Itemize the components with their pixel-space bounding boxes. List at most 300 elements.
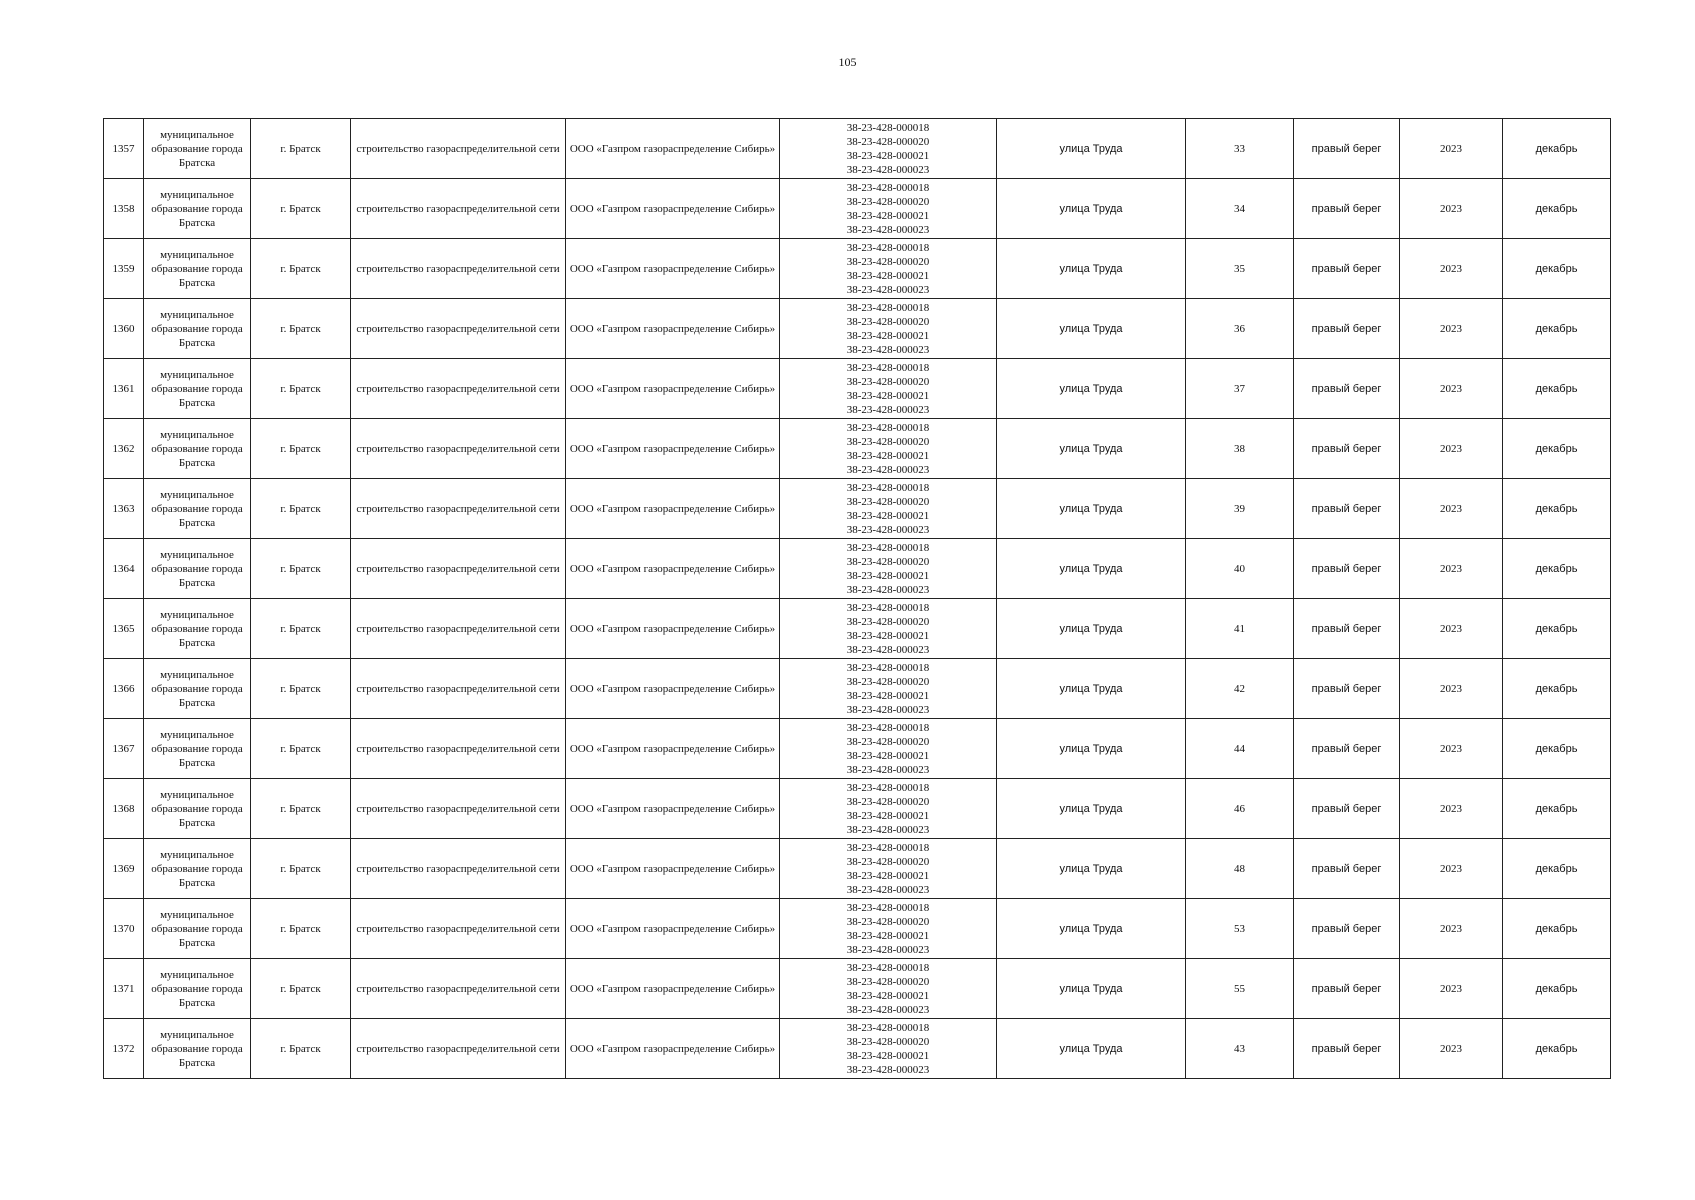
table-row — [104, 239, 1611, 299]
organization-cell: ООО «Газпром газораспределение Сибирь» — [566, 179, 780, 239]
cadastral-numbers-cell — [780, 479, 997, 539]
row-number-cell: 1361 — [104, 359, 144, 419]
municipality-line: образование города — [151, 682, 243, 695]
cadastral-number: 38-23-428-000023 — [846, 943, 930, 956]
registry-body — [104, 119, 1611, 1079]
work-type-cell: строительство газораспределительной сети — [351, 479, 566, 539]
year-cell: 2023 — [1400, 539, 1503, 599]
cadastral-number: 38-23-428-000021 — [846, 809, 930, 822]
work-type-cell: строительство газораспределительной сети — [351, 179, 566, 239]
municipality-line: муниципальное — [160, 608, 234, 621]
table-row — [104, 359, 1611, 419]
house-number-cell: 40 — [1186, 539, 1294, 599]
cadastral-number: 38-23-428-000018 — [846, 241, 930, 254]
municipality-line: муниципальное — [160, 488, 234, 501]
cadastral-number: 38-23-428-000021 — [846, 389, 930, 402]
street-cell: улица Труда — [997, 299, 1186, 359]
organization-cell: ООО «Газпром газораспределение Сибирь» — [566, 119, 780, 179]
cadastral-number: 38-23-428-000020 — [846, 495, 930, 508]
cadastral-number: 38-23-428-000020 — [846, 915, 930, 928]
cadastral-numbers-cell — [780, 719, 997, 779]
street-cell: улица Труда — [997, 959, 1186, 1019]
month-cell: декабрь — [1503, 599, 1611, 659]
street-cell: улица Труда — [997, 419, 1186, 479]
cadastral-number: 38-23-428-000018 — [846, 601, 930, 614]
organization-cell: ООО «Газпром газораспределение Сибирь» — [566, 899, 780, 959]
month-cell: декабрь — [1503, 479, 1611, 539]
month-cell: декабрь — [1503, 959, 1611, 1019]
city-cell: г. Братск — [251, 299, 351, 359]
municipality-cell — [144, 119, 251, 179]
street-cell: улица Труда — [997, 779, 1186, 839]
municipality-cell — [144, 1019, 251, 1079]
cadastral-number: 38-23-428-000021 — [846, 209, 930, 222]
municipality-cell — [144, 719, 251, 779]
cadastral-number: 38-23-428-000021 — [846, 689, 930, 702]
cadastral-number: 38-23-428-000018 — [846, 841, 930, 854]
work-type-cell: строительство газораспределительной сети — [351, 839, 566, 899]
municipality-line: образование города — [151, 502, 243, 515]
month-cell: декабрь — [1503, 1019, 1611, 1079]
municipality-line: муниципальное — [160, 728, 234, 741]
municipality-line: Братска — [178, 276, 216, 289]
municipality-cell — [144, 239, 251, 299]
year-cell: 2023 — [1400, 839, 1503, 899]
cadastral-number: 38-23-428-000020 — [846, 375, 930, 388]
row-number-cell: 1368 — [104, 779, 144, 839]
month-cell: декабрь — [1503, 359, 1611, 419]
municipality-cell — [144, 179, 251, 239]
row-number-cell: 1370 — [104, 899, 144, 959]
cadastral-number: 38-23-428-000020 — [846, 255, 930, 268]
cadastral-number: 38-23-428-000018 — [846, 481, 930, 494]
month-cell: декабрь — [1503, 899, 1611, 959]
cadastral-number: 38-23-428-000020 — [846, 315, 930, 328]
table-row — [104, 299, 1611, 359]
municipality-cell — [144, 959, 251, 1019]
cadastral-number: 38-23-428-000021 — [846, 869, 930, 882]
year-cell: 2023 — [1400, 179, 1503, 239]
row-number-cell: 1362 — [104, 419, 144, 479]
organization-cell: ООО «Газпром газораспределение Сибирь» — [566, 779, 780, 839]
city-cell: г. Братск — [251, 1019, 351, 1079]
cadastral-number: 38-23-428-000023 — [846, 883, 930, 896]
river-bank-cell: правый берег — [1294, 839, 1400, 899]
municipality-cell — [144, 839, 251, 899]
work-type-cell: строительство газораспределительной сети — [351, 599, 566, 659]
street-cell: улица Труда — [997, 239, 1186, 299]
cadastral-number: 38-23-428-000023 — [846, 1063, 930, 1076]
municipality-cell — [144, 299, 251, 359]
municipality-line: образование города — [151, 202, 243, 215]
cadastral-number: 38-23-428-000020 — [846, 1035, 930, 1048]
house-number-cell: 48 — [1186, 839, 1294, 899]
municipality-line: Братска — [178, 456, 216, 469]
organization-cell: ООО «Газпром газораспределение Сибирь» — [566, 839, 780, 899]
work-type-cell: строительство газораспределительной сети — [351, 779, 566, 839]
house-number-cell: 43 — [1186, 1019, 1294, 1079]
municipality-cell — [144, 899, 251, 959]
municipality-line: Братска — [178, 156, 216, 169]
work-type-cell: строительство газораспределительной сети — [351, 959, 566, 1019]
river-bank-cell: правый берег — [1294, 239, 1400, 299]
year-cell: 2023 — [1400, 1019, 1503, 1079]
row-number-cell: 1366 — [104, 659, 144, 719]
organization-cell: ООО «Газпром газораспределение Сибирь» — [566, 359, 780, 419]
organization-cell: ООО «Газпром газораспределение Сибирь» — [566, 479, 780, 539]
house-number-cell: 46 — [1186, 779, 1294, 839]
city-cell: г. Братск — [251, 779, 351, 839]
year-cell: 2023 — [1400, 899, 1503, 959]
house-number-cell: 35 — [1186, 239, 1294, 299]
month-cell: декабрь — [1503, 659, 1611, 719]
municipality-line: образование города — [151, 742, 243, 755]
cadastral-number: 38-23-428-000018 — [846, 301, 930, 314]
cadastral-number: 38-23-428-000018 — [846, 541, 930, 554]
cadastral-numbers-cell — [780, 659, 997, 719]
cadastral-number: 38-23-428-000023 — [846, 223, 930, 236]
municipality-cell — [144, 419, 251, 479]
organization-cell: ООО «Газпром газораспределение Сибирь» — [566, 1019, 780, 1079]
year-cell: 2023 — [1400, 599, 1503, 659]
street-cell: улица Труда — [997, 359, 1186, 419]
cadastral-number: 38-23-428-000021 — [846, 509, 930, 522]
cadastral-number: 38-23-428-000018 — [846, 961, 930, 974]
cadastral-number: 38-23-428-000023 — [846, 1003, 930, 1016]
cadastral-number: 38-23-428-000021 — [846, 149, 930, 162]
month-cell: декабрь — [1503, 119, 1611, 179]
row-number-cell: 1365 — [104, 599, 144, 659]
city-cell: г. Братск — [251, 839, 351, 899]
municipality-line: образование города — [151, 382, 243, 395]
cadastral-number: 38-23-428-000018 — [846, 721, 930, 734]
cadastral-numbers-cell — [780, 179, 997, 239]
municipality-line: образование города — [151, 622, 243, 635]
cadastral-numbers-cell — [780, 539, 997, 599]
municipality-line: Братска — [178, 876, 216, 889]
municipality-line: Братска — [178, 516, 216, 529]
row-number-cell: 1372 — [104, 1019, 144, 1079]
year-cell: 2023 — [1400, 479, 1503, 539]
year-cell: 2023 — [1400, 959, 1503, 1019]
work-type-cell: строительство газораспределительной сети — [351, 1019, 566, 1079]
municipality-line: образование города — [151, 862, 243, 875]
work-type-cell: строительство газораспределительной сети — [351, 299, 566, 359]
work-type-cell: строительство газораспределительной сети — [351, 419, 566, 479]
cadastral-number: 38-23-428-000018 — [846, 121, 930, 134]
table-row — [104, 539, 1611, 599]
municipality-line: Братска — [178, 576, 216, 589]
cadastral-number: 38-23-428-000018 — [846, 901, 930, 914]
cadastral-number: 38-23-428-000021 — [846, 989, 930, 1002]
street-cell: улица Труда — [997, 1019, 1186, 1079]
city-cell: г. Братск — [251, 239, 351, 299]
house-number-cell: 42 — [1186, 659, 1294, 719]
city-cell: г. Братск — [251, 419, 351, 479]
cadastral-number: 38-23-428-000020 — [846, 855, 930, 868]
year-cell: 2023 — [1400, 239, 1503, 299]
cadastral-number: 38-23-428-000020 — [846, 555, 930, 568]
row-number-cell: 1367 — [104, 719, 144, 779]
river-bank-cell: правый берег — [1294, 419, 1400, 479]
house-number-cell: 44 — [1186, 719, 1294, 779]
cadastral-number: 38-23-428-000020 — [846, 195, 930, 208]
page-number: 105 — [838, 55, 857, 69]
year-cell: 2023 — [1400, 119, 1503, 179]
table-row — [104, 179, 1611, 239]
city-cell: г. Братск — [251, 719, 351, 779]
cadastral-numbers-cell — [780, 959, 997, 1019]
table-row — [104, 839, 1611, 899]
municipality-line: образование города — [151, 982, 243, 995]
city-cell: г. Братск — [251, 959, 351, 1019]
table-row — [104, 419, 1611, 479]
municipality-line: муниципальное — [160, 428, 234, 441]
street-cell: улица Труда — [997, 839, 1186, 899]
row-number-cell: 1358 — [104, 179, 144, 239]
river-bank-cell: правый берег — [1294, 1019, 1400, 1079]
municipality-line: муниципальное — [160, 1028, 234, 1041]
cadastral-numbers-cell — [780, 599, 997, 659]
cadastral-number: 38-23-428-000018 — [846, 661, 930, 674]
street-cell: улица Труда — [997, 119, 1186, 179]
cadastral-number: 38-23-428-000020 — [846, 675, 930, 688]
cadastral-number: 38-23-428-000018 — [846, 361, 930, 374]
river-bank-cell: правый берег — [1294, 179, 1400, 239]
municipality-line: муниципальное — [160, 848, 234, 861]
municipality-line: образование города — [151, 802, 243, 815]
work-type-cell: строительство газораспределительной сети — [351, 119, 566, 179]
table-row — [104, 899, 1611, 959]
organization-cell: ООО «Газпром газораспределение Сибирь» — [566, 299, 780, 359]
work-type-cell: строительство газораспределительной сети — [351, 719, 566, 779]
year-cell: 2023 — [1400, 779, 1503, 839]
organization-cell: ООО «Газпром газораспределение Сибирь» — [566, 719, 780, 779]
gas-network-registry-table — [103, 118, 1611, 1079]
city-cell: г. Братск — [251, 179, 351, 239]
table-row — [104, 479, 1611, 539]
municipality-line: Братска — [178, 996, 216, 1009]
municipality-line: Братска — [178, 936, 216, 949]
house-number-cell: 36 — [1186, 299, 1294, 359]
municipality-line: образование города — [151, 442, 243, 455]
municipality-line: Братска — [178, 336, 216, 349]
river-bank-cell: правый берег — [1294, 119, 1400, 179]
organization-cell: ООО «Газпром газораспределение Сибирь» — [566, 419, 780, 479]
year-cell: 2023 — [1400, 359, 1503, 419]
cadastral-number: 38-23-428-000021 — [846, 1049, 930, 1062]
cadastral-number: 38-23-428-000023 — [846, 583, 930, 596]
organization-cell: ООО «Газпром газораспределение Сибирь» — [566, 959, 780, 1019]
city-cell: г. Братск — [251, 899, 351, 959]
cadastral-number: 38-23-428-000021 — [846, 269, 930, 282]
city-cell: г. Братск — [251, 479, 351, 539]
work-type-cell: строительство газораспределительной сети — [351, 239, 566, 299]
municipality-line: Братска — [178, 696, 216, 709]
house-number-cell: 33 — [1186, 119, 1294, 179]
municipality-line: образование города — [151, 262, 243, 275]
house-number-cell: 34 — [1186, 179, 1294, 239]
month-cell: декабрь — [1503, 779, 1611, 839]
cadastral-number: 38-23-428-000018 — [846, 421, 930, 434]
cadastral-numbers-cell — [780, 239, 997, 299]
cadastral-numbers-cell — [780, 419, 997, 479]
cadastral-number: 38-23-428-000021 — [846, 449, 930, 462]
cadastral-number: 38-23-428-000021 — [846, 329, 930, 342]
street-cell: улица Труда — [997, 479, 1186, 539]
street-cell: улица Труда — [997, 599, 1186, 659]
municipality-line: образование города — [151, 1042, 243, 1055]
municipality-line: муниципальное — [160, 548, 234, 561]
municipality-line: Братска — [178, 756, 216, 769]
table-row — [104, 959, 1611, 1019]
organization-cell: ООО «Газпром газораспределение Сибирь» — [566, 539, 780, 599]
house-number-cell: 53 — [1186, 899, 1294, 959]
municipality-line: муниципальное — [160, 248, 234, 261]
river-bank-cell: правый берег — [1294, 539, 1400, 599]
cadastral-numbers-cell — [780, 359, 997, 419]
municipality-cell — [144, 599, 251, 659]
municipality-line: муниципальное — [160, 908, 234, 921]
street-cell: улица Труда — [997, 539, 1186, 599]
cadastral-number: 38-23-428-000023 — [846, 343, 930, 356]
cadastral-number: 38-23-428-000018 — [846, 181, 930, 194]
cadastral-number: 38-23-428-000023 — [846, 523, 930, 536]
river-bank-cell: правый берег — [1294, 359, 1400, 419]
cadastral-number: 38-23-428-000023 — [846, 703, 930, 716]
river-bank-cell: правый берег — [1294, 959, 1400, 1019]
organization-cell: ООО «Газпром газораспределение Сибирь» — [566, 239, 780, 299]
municipality-line: муниципальное — [160, 128, 234, 141]
cadastral-numbers-cell — [780, 119, 997, 179]
municipality-line: муниципальное — [160, 788, 234, 801]
month-cell: декабрь — [1503, 839, 1611, 899]
month-cell: декабрь — [1503, 719, 1611, 779]
cadastral-number: 38-23-428-000020 — [846, 435, 930, 448]
municipality-line: муниципальное — [160, 668, 234, 681]
cadastral-number: 38-23-428-000021 — [846, 629, 930, 642]
month-cell: декабрь — [1503, 539, 1611, 599]
cadastral-number: 38-23-428-000020 — [846, 135, 930, 148]
cadastral-numbers-cell — [780, 779, 997, 839]
municipality-line: образование города — [151, 322, 243, 335]
cadastral-number: 38-23-428-000020 — [846, 795, 930, 808]
municipality-cell — [144, 359, 251, 419]
cadastral-numbers-cell — [780, 839, 997, 899]
city-cell: г. Братск — [251, 539, 351, 599]
house-number-cell: 39 — [1186, 479, 1294, 539]
work-type-cell: строительство газораспределительной сети — [351, 659, 566, 719]
work-type-cell: строительство газораспределительной сети — [351, 359, 566, 419]
cadastral-numbers-cell — [780, 299, 997, 359]
municipality-line: образование города — [151, 562, 243, 575]
month-cell: декабрь — [1503, 179, 1611, 239]
street-cell: улица Труда — [997, 659, 1186, 719]
street-cell: улица Труда — [997, 179, 1186, 239]
month-cell: декабрь — [1503, 239, 1611, 299]
house-number-cell: 55 — [1186, 959, 1294, 1019]
municipality-line: муниципальное — [160, 368, 234, 381]
cadastral-number: 38-23-428-000021 — [846, 749, 930, 762]
municipality-cell — [144, 479, 251, 539]
river-bank-cell: правый берег — [1294, 659, 1400, 719]
year-cell: 2023 — [1400, 719, 1503, 779]
cadastral-number: 38-23-428-000023 — [846, 643, 930, 656]
street-cell: улица Труда — [997, 899, 1186, 959]
row-number-cell: 1360 — [104, 299, 144, 359]
row-number-cell: 1364 — [104, 539, 144, 599]
house-number-cell: 41 — [1186, 599, 1294, 659]
river-bank-cell: правый берег — [1294, 299, 1400, 359]
year-cell: 2023 — [1400, 419, 1503, 479]
municipality-line: образование города — [151, 922, 243, 935]
work-type-cell: строительство газораспределительной сети — [351, 899, 566, 959]
cadastral-number: 38-23-428-000023 — [846, 403, 930, 416]
street-cell: улица Труда — [997, 719, 1186, 779]
municipality-cell — [144, 539, 251, 599]
cadastral-number: 38-23-428-000023 — [846, 823, 930, 836]
cadastral-number: 38-23-428-000018 — [846, 1021, 930, 1034]
house-number-cell: 38 — [1186, 419, 1294, 479]
year-cell: 2023 — [1400, 659, 1503, 719]
city-cell: г. Братск — [251, 119, 351, 179]
municipality-line: Братска — [178, 1056, 216, 1069]
municipality-cell — [144, 659, 251, 719]
cadastral-number: 38-23-428-000021 — [846, 569, 930, 582]
row-number-cell: 1359 — [104, 239, 144, 299]
cadastral-numbers-cell — [780, 899, 997, 959]
municipality-line: Братска — [178, 816, 216, 829]
table-row — [104, 659, 1611, 719]
cadastral-number: 38-23-428-000020 — [846, 615, 930, 628]
table-row — [104, 1019, 1611, 1079]
table-row — [104, 119, 1611, 179]
cadastral-number: 38-23-428-000020 — [846, 975, 930, 988]
municipality-line: муниципальное — [160, 188, 234, 201]
river-bank-cell: правый берег — [1294, 599, 1400, 659]
municipality-line: Братска — [178, 396, 216, 409]
municipality-line: образование города — [151, 142, 243, 155]
organization-cell: ООО «Газпром газораспределение Сибирь» — [566, 599, 780, 659]
table-row — [104, 779, 1611, 839]
cadastral-number: 38-23-428-000023 — [846, 163, 930, 176]
cadastral-number: 38-23-428-000021 — [846, 929, 930, 942]
river-bank-cell: правый берег — [1294, 779, 1400, 839]
month-cell: декабрь — [1503, 419, 1611, 479]
municipality-line: муниципальное — [160, 968, 234, 981]
municipality-line: Братска — [178, 636, 216, 649]
house-number-cell: 37 — [1186, 359, 1294, 419]
cadastral-number: 38-23-428-000018 — [846, 781, 930, 794]
municipality-line: муниципальное — [160, 308, 234, 321]
city-cell: г. Братск — [251, 599, 351, 659]
month-cell: декабрь — [1503, 299, 1611, 359]
year-cell: 2023 — [1400, 299, 1503, 359]
cadastral-number: 38-23-428-000023 — [846, 283, 930, 296]
municipality-line: Братска — [178, 216, 216, 229]
table-row — [104, 599, 1611, 659]
organization-cell: ООО «Газпром газораспределение Сибирь» — [566, 659, 780, 719]
cadastral-number: 38-23-428-000023 — [846, 763, 930, 776]
cadastral-number: 38-23-428-000020 — [846, 735, 930, 748]
row-number-cell: 1371 — [104, 959, 144, 1019]
row-number-cell: 1369 — [104, 839, 144, 899]
table-row — [104, 719, 1611, 779]
river-bank-cell: правый берег — [1294, 899, 1400, 959]
cadastral-number: 38-23-428-000023 — [846, 463, 930, 476]
work-type-cell: строительство газораспределительной сети — [351, 539, 566, 599]
river-bank-cell: правый берег — [1294, 479, 1400, 539]
